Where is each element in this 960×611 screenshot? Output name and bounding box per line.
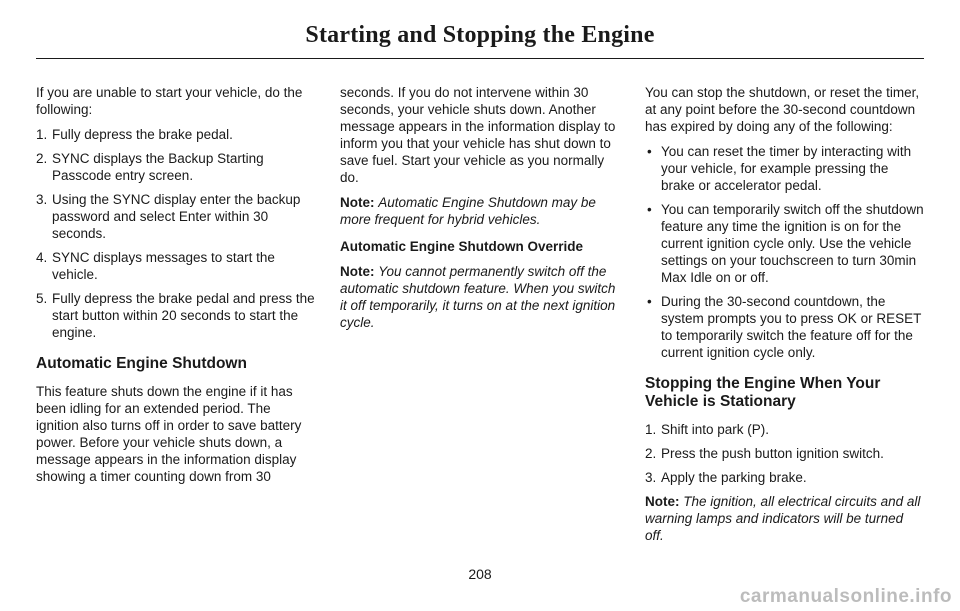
bullet-icon: • [647, 294, 652, 309]
step-text: Shift into park (P). [661, 422, 770, 437]
note-label: Note: [645, 494, 680, 509]
step-number: 3. [36, 192, 48, 207]
step-text: SYNC displays messages to start the vehicle. [52, 250, 275, 282]
subheading-shutdown-override: Automatic Engine Shutdown Override [340, 239, 584, 254]
step-number: 4. [36, 250, 48, 265]
step-text: Using the SYNC display enter the backup password and select Enter within 30 seconds. [52, 192, 301, 241]
note-text: Automatic Engine Shutdown may be more frequent for hybrid vehicles. [340, 195, 596, 227]
page-number: 208 [468, 566, 492, 582]
bullet-icon: • [647, 144, 652, 159]
step-number: 3. [645, 470, 657, 485]
title-divider [36, 58, 924, 59]
step-number: 1. [645, 422, 657, 437]
shutdown-paragraph: This feature shuts down the engine if it has been idling for an extended period. The ignition also turns off in order to save battery power. Before your vehicle shuts down, a message appears in the information display showing a timer counting down from 30 [36, 384, 302, 484]
step-text: Press the push button ignition switch. [661, 446, 884, 461]
watermark: carmanualsonline.info [739, 586, 952, 607]
page-title: Starting and Stopping the Engine [305, 22, 655, 48]
step-number: 5. [36, 291, 48, 306]
list-item [645, 469, 925, 486]
list-item [36, 191, 316, 242]
section-heading-automatic-engine-shutdown: Automatic Engine Shutdown [36, 355, 247, 372]
list-item [645, 143, 925, 194]
bullet-icon: • [647, 202, 652, 217]
note-override [340, 263, 620, 331]
step-text: SYNC displays the Backup Starting Passcode entry screen. [52, 151, 264, 183]
bullet-text: You can reset the timer by interacting with your vehicle, for example pressing the brake or accelerator pedal. [661, 144, 912, 193]
list-item [645, 201, 925, 286]
column-middle [340, 84, 620, 339]
section-heading-stopping-engine: Stopping the Engine When Your Vehicle is Stationary [645, 375, 881, 410]
override-intro-paragraph: You can stop the shutdown, or reset the timer, at any point before the 30-second countdown has expired by doing any of the following: [645, 85, 920, 134]
list-item [36, 150, 316, 184]
column-right [645, 84, 925, 552]
list-item [645, 445, 925, 462]
step-number: 2. [36, 151, 48, 166]
column-left [36, 84, 316, 493]
step-text: Apply the parking brake. [661, 470, 807, 485]
list-item [36, 290, 316, 341]
bullet-text: During the 30-second countdown, the system prompts you to press OK or RESET to temporarily switch the feature off for the current ignition cycle only. [661, 294, 922, 360]
bullet-text: You can temporarily switch off the shutdown feature any time the ignition is on for the current ignition cycle only. Use the vehicle settings on your touchscreen to turn 30min Max Idle on or off. [661, 202, 924, 285]
note-text: You cannot permanently switch off the automatic shutdown feature. When you switch it off temporarily, it turns on at the next ignition cycle. [340, 264, 616, 330]
list-item [36, 249, 316, 283]
note-text: The ignition, all electrical circuits and all warning lamps and indicators will be turned off. [645, 494, 921, 543]
shutdown-continued-paragraph: seconds. If you do not intervene within 30 seconds, your vehicle shuts down. Another message appears in the information display to inform you that your vehicle has shut down to save fuel. Start your vehicle as you normally do. [340, 85, 616, 185]
step-text: Fully depress the brake pedal and press the start button within 20 seconds to start the engine. [52, 291, 315, 340]
list-item [36, 126, 316, 143]
note-label: Note: [340, 264, 375, 279]
intro-paragraph: If you are unable to start your vehicle, do the following: [36, 85, 303, 117]
list-item [645, 421, 925, 438]
step-number: 1. [36, 127, 48, 142]
note-hybrid [340, 194, 620, 228]
list-item [645, 293, 925, 361]
step-number: 2. [645, 446, 657, 461]
note-stopping [645, 493, 925, 544]
step-text: Fully depress the brake pedal. [52, 127, 233, 142]
note-label: Note: [340, 195, 375, 210]
